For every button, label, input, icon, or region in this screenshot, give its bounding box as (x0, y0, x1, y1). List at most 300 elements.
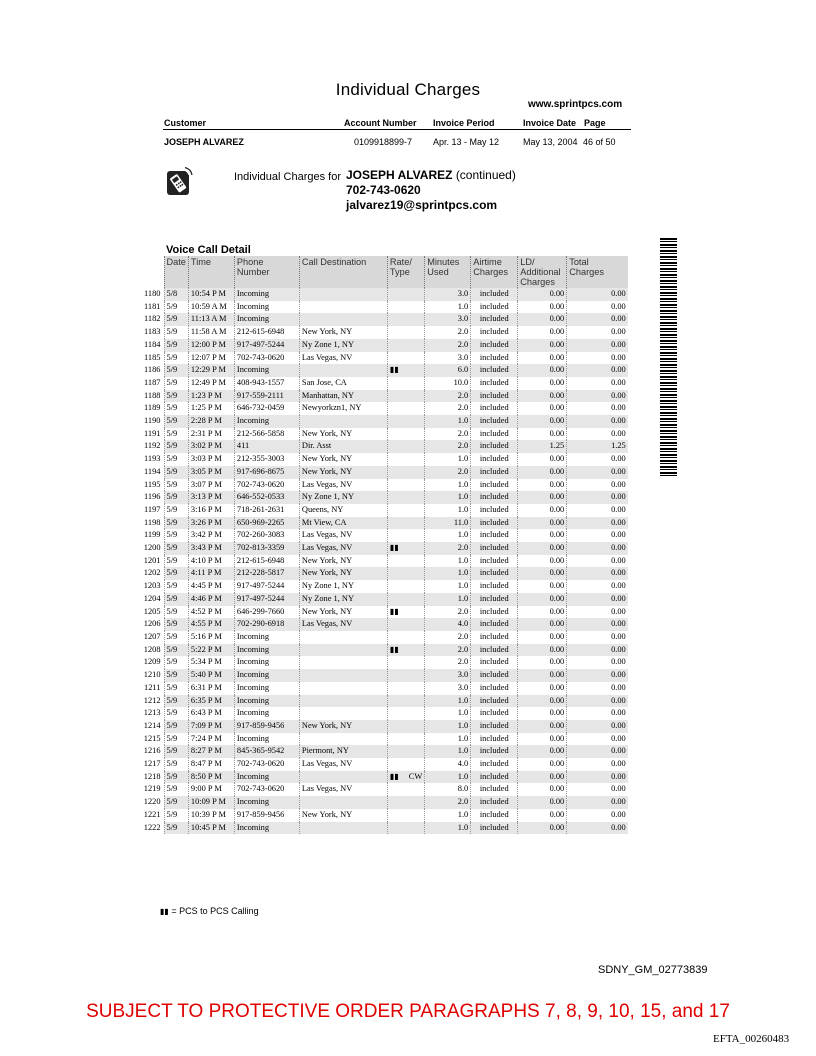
customer-label: Customer (164, 118, 207, 128)
cell-date: 5/9 (164, 517, 188, 530)
cell-total: 0.00 (567, 771, 628, 784)
cell-rate-type (387, 466, 424, 479)
cell-airtime: included (471, 517, 518, 530)
cell-total: 0.00 (567, 758, 628, 771)
cell-date: 5/9 (164, 771, 188, 784)
cell-airtime: included (471, 352, 518, 365)
cell-time: 3:05 P M (188, 466, 234, 479)
cell-rate-type (387, 567, 424, 580)
table-row (133, 758, 628, 771)
cell-total: 0.00 (567, 402, 628, 415)
cell-rate-type (387, 453, 424, 466)
table-row (133, 517, 628, 530)
cell-date: 5/9 (164, 618, 188, 631)
table-row (133, 707, 628, 720)
cell-time: 10:59 A M (188, 301, 234, 314)
cell-phone-number: 702-260-3083 (234, 529, 299, 542)
row-number: 1204 (133, 593, 164, 606)
cell-minutes: 10.0 (425, 377, 471, 390)
cell-total: 0.00 (567, 618, 628, 631)
cell-minutes: 1.0 (425, 479, 471, 492)
cell-total: 1.25 (567, 440, 628, 453)
cell-minutes: 2.0 (425, 796, 471, 809)
cell-phone-number: 212-566-5858 (234, 428, 299, 441)
table-row (133, 504, 628, 517)
invoice-date-value: May 13, 2004 (523, 137, 578, 147)
cell-time: 3:16 P M (188, 504, 234, 517)
row-number: 1193 (133, 453, 164, 466)
cell-phone-number: Incoming (234, 669, 299, 682)
cell-rate-type (387, 822, 424, 835)
cell-rate-type (387, 313, 424, 326)
cell-airtime: included (471, 542, 518, 555)
col-minutes: Minutes Used (425, 256, 471, 288)
cell-airtime: included (471, 682, 518, 695)
cell-airtime: included (471, 415, 518, 428)
cell-ld-charges: 0.00 (518, 466, 567, 479)
cell-phone-number: Incoming (234, 656, 299, 669)
row-number: 1208 (133, 644, 164, 657)
cell-airtime: included (471, 822, 518, 835)
cell-phone-number: Incoming (234, 631, 299, 644)
cell-phone-number: 411 (234, 440, 299, 453)
customer-value: JOSEPH ALVAREZ (164, 137, 244, 147)
cell-destination: Las Vegas, NV (299, 783, 387, 796)
table-row (133, 606, 628, 619)
cell-date: 5/9 (164, 758, 188, 771)
cell-airtime: included (471, 440, 518, 453)
cell-total: 0.00 (567, 707, 628, 720)
cell-phone-number: 702-743-0620 (234, 479, 299, 492)
cell-total: 0.00 (567, 669, 628, 682)
cell-phone-number: Incoming (234, 415, 299, 428)
row-number: 1206 (133, 618, 164, 631)
row-number: 1197 (133, 504, 164, 517)
row-number: 1217 (133, 758, 164, 771)
bates-number: SDNY_GM_02773839 (598, 964, 708, 976)
cell-rate-type (387, 517, 424, 530)
cell-minutes: 2.0 (425, 631, 471, 644)
cell-ld-charges: 0.00 (518, 402, 567, 415)
cell-minutes: 1.0 (425, 822, 471, 835)
cell-ld-charges: 0.00 (518, 326, 567, 339)
cell-date: 5/9 (164, 339, 188, 352)
cell-destination: San Jose, CA (299, 377, 387, 390)
cell-time: 6:31 P M (188, 682, 234, 695)
cell-total: 0.00 (567, 542, 628, 555)
cell-time: 4:10 P M (188, 555, 234, 568)
cell-date: 5/9 (164, 466, 188, 479)
cell-destination: New York, NY (299, 428, 387, 441)
cell-rate-type (387, 580, 424, 593)
cell-time: 1:25 P M (188, 402, 234, 415)
row-number: 1196 (133, 491, 164, 504)
cell-minutes: 1.0 (425, 415, 471, 428)
cell-time: 10:09 P M (188, 796, 234, 809)
cell-destination: New York, NY (299, 606, 387, 619)
cell-ld-charges: 0.00 (518, 771, 567, 784)
cell-phone-number: 646-732-0459 (234, 402, 299, 415)
cell-time: 8:50 P M (188, 771, 234, 784)
row-number: 1210 (133, 669, 164, 682)
table-row (133, 771, 628, 784)
protective-order-notice: SUBJECT TO PROTECTIVE ORDER PARAGRAPHS 7, 8, 9, 10, 15, and 17 (86, 1001, 730, 1022)
cell-minutes: 3.0 (425, 682, 471, 695)
cell-total: 0.00 (567, 339, 628, 352)
table-row (133, 440, 628, 453)
customer-contact-block (346, 168, 516, 213)
cell-ld-charges: 0.00 (518, 695, 567, 708)
cell-total: 0.00 (567, 415, 628, 428)
cell-destination: Las Vegas, NV (299, 542, 387, 555)
cell-airtime: included (471, 771, 518, 784)
row-number: 1185 (133, 352, 164, 365)
cell-ld-charges: 0.00 (518, 733, 567, 746)
cell-destination: Las Vegas, NV (299, 529, 387, 542)
cell-rate-type (387, 364, 424, 377)
cell-date: 5/9 (164, 301, 188, 314)
cell-total: 0.00 (567, 644, 628, 657)
cell-minutes: 3.0 (425, 288, 471, 301)
cell-destination (299, 656, 387, 669)
cell-time: 10:54 P M (188, 288, 234, 301)
row-number: 1198 (133, 517, 164, 530)
footnote-text: = PCS to PCS Calling (171, 906, 259, 916)
cell-destination (299, 288, 387, 301)
table-row (133, 326, 628, 339)
cell-ld-charges: 0.00 (518, 593, 567, 606)
cell-phone-number: 917-559-2111 (234, 390, 299, 403)
cell-ld-charges: 0.00 (518, 682, 567, 695)
cell-phone-number: 408-943-1557 (234, 377, 299, 390)
col-date: Date (164, 256, 188, 288)
cell-phone-number: Incoming (234, 822, 299, 835)
cell-time: 8:27 P M (188, 745, 234, 758)
cell-phone-number: 646-299-7660 (234, 606, 299, 619)
cell-airtime: included (471, 783, 518, 796)
cell-ld-charges: 0.00 (518, 606, 567, 619)
table-row (133, 352, 628, 365)
cell-airtime: included (471, 479, 518, 492)
cell-destination: New York, NY (299, 555, 387, 568)
cell-phone-number: Incoming (234, 364, 299, 377)
cell-minutes: 2.0 (425, 656, 471, 669)
cell-ld-charges: 0.00 (518, 504, 567, 517)
cell-phone-number: 702-290-6918 (234, 618, 299, 631)
cell-total: 0.00 (567, 390, 628, 403)
cell-date: 5/9 (164, 822, 188, 835)
cell-time: 5:40 P M (188, 669, 234, 682)
cell-time: 12:29 P M (188, 364, 234, 377)
cell-date: 5/9 (164, 491, 188, 504)
row-number: 1183 (133, 326, 164, 339)
cell-airtime: included (471, 656, 518, 669)
cell-phone-icon (165, 167, 193, 197)
cell-time: 5:22 P M (188, 644, 234, 657)
account-value: 0109918899-7 (354, 137, 413, 147)
cell-date: 5/9 (164, 580, 188, 593)
row-number: 1181 (133, 301, 164, 314)
cell-date: 5/9 (164, 682, 188, 695)
cell-phone-number: Incoming (234, 707, 299, 720)
cell-rate-type (387, 415, 424, 428)
cell-minutes: 1.0 (425, 720, 471, 733)
footnote (160, 906, 259, 916)
table-row (133, 555, 628, 568)
barcode (660, 238, 677, 478)
cell-airtime: included (471, 720, 518, 733)
cell-phone-number: 212-355-3003 (234, 453, 299, 466)
table-row (133, 567, 628, 580)
cell-destination: Ny Zone 1, NY (299, 593, 387, 606)
cell-destination (299, 682, 387, 695)
cell-time: 2:28 P M (188, 415, 234, 428)
cell-ld-charges: 0.00 (518, 707, 567, 720)
cell-time: 2:31 P M (188, 428, 234, 441)
row-number: 1205 (133, 606, 164, 619)
row-number: 1218 (133, 771, 164, 784)
cell-phone-number: 917-497-5244 (234, 339, 299, 352)
row-number: 1195 (133, 479, 164, 492)
col-rate: Rate/ Type (387, 256, 424, 288)
cell-time: 3:13 P M (188, 491, 234, 504)
cell-total: 0.00 (567, 580, 628, 593)
cell-phone-number: 845-365-9542 (234, 745, 299, 758)
cell-phone-number: 917-497-5244 (234, 580, 299, 593)
row-number: 1219 (133, 783, 164, 796)
cell-time: 3:43 P M (188, 542, 234, 555)
row-number: 1212 (133, 695, 164, 708)
cell-ld-charges: 0.00 (518, 669, 567, 682)
col-phone: Phone Number (234, 256, 299, 288)
header-divider (163, 129, 631, 130)
cell-date: 5/9 (164, 313, 188, 326)
cell-time: 4:11 P M (188, 567, 234, 580)
cell-airtime: included (471, 669, 518, 682)
cell-airtime: included (471, 644, 518, 657)
table-row (133, 656, 628, 669)
cell-total: 0.00 (567, 809, 628, 822)
table-row (133, 783, 628, 796)
cell-airtime: included (471, 733, 518, 746)
cell-destination: New York, NY (299, 809, 387, 822)
table-row (133, 390, 628, 403)
table-row (133, 301, 628, 314)
cell-minutes: 2.0 (425, 644, 471, 657)
cell-date: 5/8 (164, 288, 188, 301)
invoice-date-label: Invoice Date (523, 118, 577, 128)
cell-airtime: included (471, 390, 518, 403)
cell-airtime: included (471, 326, 518, 339)
cell-ld-charges: 0.00 (518, 720, 567, 733)
cell-rate-type (387, 504, 424, 517)
cell-minutes: 2.0 (425, 326, 471, 339)
row-number: 1202 (133, 567, 164, 580)
cell-time: 11:58 A M (188, 326, 234, 339)
row-number: 1203 (133, 580, 164, 593)
cell-total: 0.00 (567, 733, 628, 746)
cell-minutes: 1.0 (425, 707, 471, 720)
table-row (133, 580, 628, 593)
cell-total: 0.00 (567, 352, 628, 365)
row-number: 1215 (133, 733, 164, 746)
cell-minutes: 1.0 (425, 771, 471, 784)
cell-destination (299, 669, 387, 682)
cell-rate-type (387, 720, 424, 733)
table-row (133, 618, 628, 631)
cell-minutes: 2.0 (425, 390, 471, 403)
cell-rate-type (387, 669, 424, 682)
cell-phone-number: 650-969-2265 (234, 517, 299, 530)
continued-label: (continued) (455, 168, 516, 182)
cell-time: 3:02 P M (188, 440, 234, 453)
cell-date: 5/9 (164, 733, 188, 746)
cell-rate-type (387, 440, 424, 453)
cell-phone-number: Incoming (234, 796, 299, 809)
cell-ld-charges: 0.00 (518, 415, 567, 428)
row-number: 1216 (133, 745, 164, 758)
cell-ld-charges: 0.00 (518, 364, 567, 377)
cell-minutes: 1.0 (425, 593, 471, 606)
cell-destination: Ny Zone 1, NY (299, 491, 387, 504)
cell-rate-type (387, 707, 424, 720)
cell-rate-type (387, 745, 424, 758)
cell-time: 12:00 P M (188, 339, 234, 352)
cell-minutes: 1.0 (425, 567, 471, 580)
cell-minutes: 2.0 (425, 428, 471, 441)
cell-date: 5/9 (164, 644, 188, 657)
table-row (133, 631, 628, 644)
cell-minutes: 1.0 (425, 580, 471, 593)
cell-date: 5/9 (164, 542, 188, 555)
cell-minutes: 1.0 (425, 453, 471, 466)
cell-total: 0.00 (567, 796, 628, 809)
cell-airtime: included (471, 707, 518, 720)
cell-time: 10:45 P M (188, 822, 234, 835)
cell-minutes: 11.0 (425, 517, 471, 530)
cell-destination: New York, NY (299, 720, 387, 733)
cell-phone-number: Incoming (234, 288, 299, 301)
cell-total: 0.00 (567, 656, 628, 669)
cell-ld-charges: 0.00 (518, 618, 567, 631)
cell-rate-type (387, 593, 424, 606)
cell-date: 5/9 (164, 593, 188, 606)
table-row (133, 644, 628, 657)
cell-time: 4:55 P M (188, 618, 234, 631)
cell-total: 0.00 (567, 606, 628, 619)
cell-rate-type (387, 529, 424, 542)
table-row (133, 695, 628, 708)
cell-destination (299, 695, 387, 708)
cell-time: 3:26 P M (188, 517, 234, 530)
cell-ld-charges: 1.25 (518, 440, 567, 453)
cell-time: 3:42 P M (188, 529, 234, 542)
cell-date: 5/9 (164, 669, 188, 682)
cell-airtime: included (471, 580, 518, 593)
cell-date: 5/9 (164, 656, 188, 669)
cell-rate-type (387, 377, 424, 390)
cell-ld-charges: 0.00 (518, 479, 567, 492)
cell-rate-type (387, 479, 424, 492)
row-number: 1199 (133, 529, 164, 542)
cell-airtime: included (471, 809, 518, 822)
pcs-calling-icon: ▮▮ (389, 543, 399, 553)
voice-call-table (133, 256, 628, 834)
cell-rate-type (387, 301, 424, 314)
cell-destination: New York, NY (299, 466, 387, 479)
col-airtime: Airtime Charges (471, 256, 518, 288)
cell-airtime: included (471, 555, 518, 568)
table-row (133, 669, 628, 682)
cell-total: 0.00 (567, 682, 628, 695)
table-header-row (133, 256, 628, 288)
cell-rate-type (387, 491, 424, 504)
customer-phone: 702-743-0620 (346, 183, 421, 197)
table-row (133, 733, 628, 746)
cell-rate-type (387, 402, 424, 415)
cell-rate-type (387, 606, 424, 619)
cell-minutes: 4.0 (425, 758, 471, 771)
cell-date: 5/9 (164, 453, 188, 466)
cell-ld-charges: 0.00 (518, 491, 567, 504)
cell-minutes: 2.0 (425, 440, 471, 453)
cell-destination: New York, NY (299, 326, 387, 339)
cell-phone-number: 702-743-0620 (234, 758, 299, 771)
cell-total: 0.00 (567, 377, 628, 390)
customer-name: JOSEPH ALVAREZ (346, 168, 453, 182)
cell-date: 5/9 (164, 440, 188, 453)
customer-email: jalvarez19@sprintpcs.com (346, 198, 498, 212)
cell-minutes: 3.0 (425, 313, 471, 326)
cell-time: 12:07 P M (188, 352, 234, 365)
page-value: 46 of 50 (583, 137, 616, 147)
cell-ld-charges: 0.00 (518, 339, 567, 352)
cell-phone-number: 917-497-5244 (234, 593, 299, 606)
cell-date: 5/9 (164, 783, 188, 796)
period-value: Apr. 13 - May 12 (433, 137, 500, 147)
cell-total: 0.00 (567, 453, 628, 466)
cell-rate-type (387, 618, 424, 631)
table-row (133, 809, 628, 822)
cell-airtime: included (471, 364, 518, 377)
cell-date: 5/9 (164, 606, 188, 619)
cell-rate-type (387, 771, 424, 784)
cell-airtime: included (471, 453, 518, 466)
cell-minutes: 3.0 (425, 669, 471, 682)
cell-rate-type (387, 631, 424, 644)
cell-time: 5:16 P M (188, 631, 234, 644)
cell-date: 5/9 (164, 352, 188, 365)
row-number: 1207 (133, 631, 164, 644)
pcs-calling-icon: ▮▮ (389, 365, 399, 375)
cell-destination (299, 415, 387, 428)
cell-rate-type (387, 656, 424, 669)
account-label: Account Number (344, 118, 417, 128)
cell-total: 0.00 (567, 745, 628, 758)
cell-time: 12:49 P M (188, 377, 234, 390)
cell-date: 5/9 (164, 707, 188, 720)
cell-minutes: 1.0 (425, 301, 471, 314)
cell-minutes: 1.0 (425, 745, 471, 758)
cell-minutes: 1.0 (425, 809, 471, 822)
cell-ld-charges: 0.00 (518, 796, 567, 809)
website-link[interactable]: www.sprintpcs.com (528, 99, 623, 110)
cell-minutes: 1.0 (425, 491, 471, 504)
cell-phone-number: Incoming (234, 301, 299, 314)
cell-phone-number: 917-696-8675 (234, 466, 299, 479)
cell-time: 5:34 P M (188, 656, 234, 669)
cell-minutes: 2.0 (425, 606, 471, 619)
